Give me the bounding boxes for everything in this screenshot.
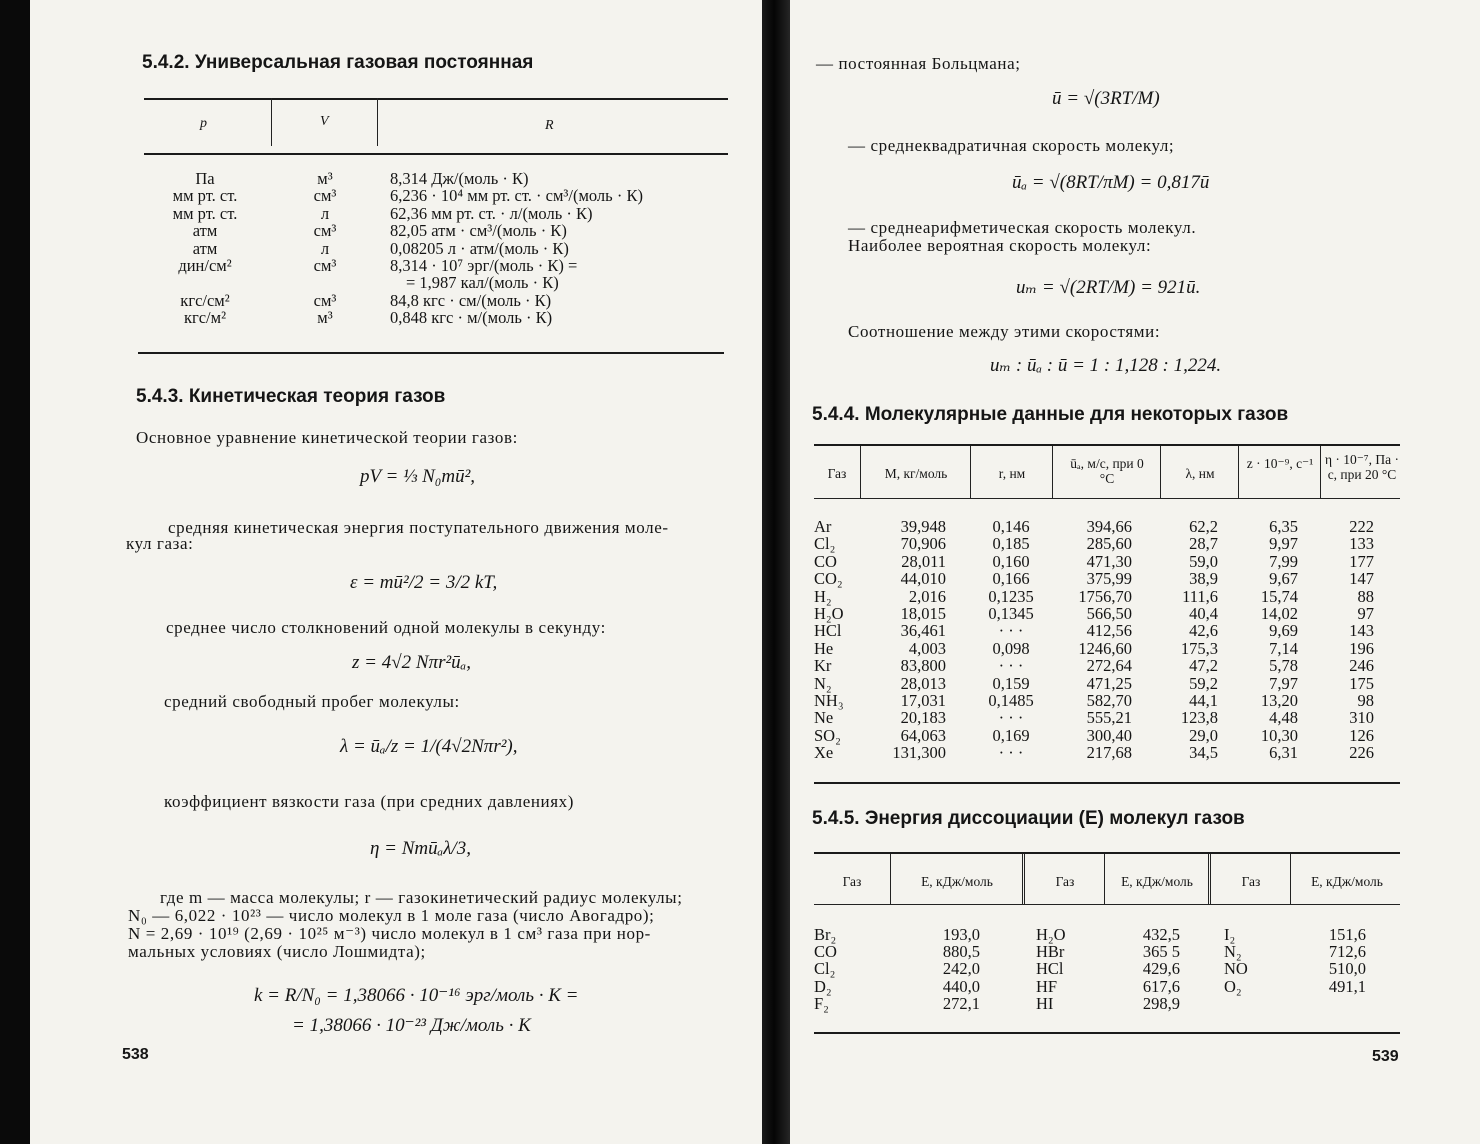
table-bottom-rule: [138, 352, 724, 354]
cell: 62,2: [1189, 517, 1218, 536]
paragraph: средняя кинетическая энергия поступательного движения моле-: [168, 518, 669, 537]
cell: 471,25: [1086, 673, 1132, 693]
cell: 123,8: [1180, 708, 1218, 728]
cell: 20,183: [900, 708, 946, 728]
cell: [295, 274, 355, 291]
paragraph: где m — масса молекулы; r — газокинетический радиус молекулы;: [160, 888, 683, 907]
cell: Br₂: [814, 925, 837, 944]
cell: Kr: [814, 656, 832, 676]
cell: 70,906: [900, 534, 946, 554]
cell: атм: [192, 221, 218, 241]
col-divider: [1320, 446, 1321, 498]
table-bottom-rule: [814, 1032, 1400, 1034]
cell: кгс/см²: [180, 290, 230, 310]
section-title-545: 5.4.5. Энергия диссоциации (E) молекул газов: [812, 808, 1245, 829]
header-gas: Газ: [842, 874, 862, 889]
page-number: 539: [1372, 1048, 1399, 1065]
col-divider: [890, 854, 891, 904]
cell: HCl: [1036, 959, 1064, 979]
formula: uₘ = √(2RT/M) = 921ū.: [1016, 277, 1201, 298]
cell: 196: [1349, 638, 1374, 658]
table-bottom-rule: [814, 782, 1400, 784]
cell: 10,30: [1260, 725, 1298, 745]
cell: 82,05 атм · см³/(моль · К): [390, 221, 567, 241]
cell: 42,6: [1189, 621, 1218, 641]
cell: 2,016: [908, 586, 946, 606]
cell: 17,031: [900, 691, 946, 711]
cell: 0,1235: [988, 586, 1034, 606]
cell: 510,0: [1328, 959, 1366, 979]
cell: 97: [1357, 604, 1374, 624]
cell: 8,314 Дж/(моль · К): [390, 169, 529, 188]
cell: I₂: [1224, 925, 1236, 944]
cell: см³: [313, 290, 337, 310]
header-p: p: [200, 116, 207, 131]
header-r: R: [545, 118, 554, 133]
header-e: E, кДж/моль: [921, 874, 993, 889]
cell: [140, 274, 270, 291]
section-title-543: 5.4.3. Кинетическая теория газов: [136, 386, 446, 407]
cell: 375,99: [1086, 569, 1132, 589]
gas-constant-p-column: [140, 170, 270, 327]
col-divider: [970, 446, 971, 498]
cell: 0,1485: [988, 691, 1034, 711]
cell: 4,003: [908, 638, 946, 658]
table-top-rule: [814, 444, 1400, 446]
cell: 28,011: [901, 551, 946, 571]
paragraph: Основное уравнение кинетической теории газов:: [136, 428, 518, 447]
energy-column-1: [910, 926, 980, 1012]
gas-column-1: [814, 926, 837, 1012]
cell: 15,74: [1260, 586, 1298, 606]
cell: 285,60: [1086, 534, 1132, 554]
cell: см³: [313, 256, 337, 276]
formula: ε = mū²/2 = 3/2 kT,: [350, 572, 498, 593]
cell: дин/см²: [178, 256, 232, 276]
cell: 34,5: [1189, 743, 1218, 763]
u-column: [1060, 518, 1132, 762]
cell: м³: [317, 308, 333, 328]
cell: 44,1: [1189, 691, 1218, 711]
right-page: [790, 0, 1480, 1144]
cell: 84,8 кгс · см/(моль · К): [390, 290, 552, 310]
cell: 47,2: [1189, 656, 1218, 676]
header-gas: Газ: [1055, 874, 1075, 889]
cell: 429,6: [1142, 959, 1180, 979]
header-e: E, кДж/моль: [1311, 874, 1383, 889]
cell: 0,1345: [988, 604, 1034, 624]
cell: л: [320, 238, 330, 258]
formula: ūₐ = √(8RT/πM) = 0,817ū: [1012, 172, 1210, 193]
m-column: [870, 518, 946, 762]
cell: O₂: [1224, 976, 1242, 996]
cell: 175: [1349, 673, 1374, 693]
gas-column: [814, 518, 844, 762]
cell: 133: [1349, 534, 1374, 554]
cell: 193,0: [942, 925, 980, 944]
cell: NH₃: [814, 691, 844, 711]
gas-constant-v-column: [295, 170, 355, 327]
cell: · · ·: [998, 708, 1024, 728]
cell: 28,7: [1189, 534, 1218, 554]
cell: 131,300: [892, 743, 946, 763]
cell: 7,97: [1269, 673, 1298, 693]
paragraph: — среднеквадратичная скорость молекул;: [848, 136, 1175, 155]
left-shadow: [0, 0, 34, 1144]
cell: 151,6: [1328, 925, 1366, 944]
col-divider: [1290, 854, 1291, 904]
paragraph: N₀ — 6,022 · 10²³ — число молекул в 1 моле газа (число Авогадро);: [128, 906, 655, 925]
cell: 566,50: [1086, 604, 1132, 624]
cell: 440,0: [942, 976, 980, 996]
cell: 365 5: [1142, 942, 1180, 962]
header-v: V: [320, 114, 329, 129]
cell: H₂O: [1036, 925, 1066, 944]
section-title-542: 5.4.2. Универсальная газовая постоянная: [142, 52, 534, 73]
cell: 29,0: [1189, 725, 1218, 745]
cell: 1756,70: [1078, 586, 1132, 606]
cell: 126: [1349, 725, 1374, 745]
cell: 0,166: [992, 569, 1030, 589]
cell: 272,1: [942, 993, 980, 1013]
left-page: [30, 0, 765, 1144]
cell: · · ·: [998, 743, 1024, 763]
paragraph: — среднеарифметическая скорость молекул.: [848, 218, 1197, 237]
cell: 111,6: [1182, 586, 1218, 606]
formula: λ = ūₐ/z = 1/(4√2Nπr²),: [340, 736, 518, 757]
cell: см³: [313, 186, 337, 206]
cell: 14,02: [1260, 604, 1298, 624]
cell: Па: [195, 169, 215, 188]
cell: кгс/м²: [183, 308, 227, 328]
col-divider: [271, 98, 272, 146]
cell: HCl: [814, 621, 842, 641]
cell: 0,098: [992, 638, 1030, 658]
cell: мм рт. ст.: [172, 203, 238, 223]
cell: 13,20: [1260, 691, 1298, 711]
page-number: 538: [122, 1046, 149, 1063]
cell: 0,169: [992, 725, 1030, 745]
cell: 38,9: [1189, 569, 1218, 589]
table-top-rule: [814, 852, 1400, 854]
formula: = 1,38066 · 10⁻²³ Дж/моль · К: [292, 1015, 531, 1036]
cell: 39,948: [900, 517, 946, 536]
table-header-rule: [814, 498, 1400, 499]
formula: uₘ : ūₐ : ū = 1 : 1,128 : 1,224.: [990, 355, 1222, 376]
cell: Ne: [814, 708, 834, 728]
cell: 246: [1349, 656, 1374, 676]
cell: 471,30: [1086, 551, 1132, 571]
cell: CO: [814, 942, 837, 962]
cell: 226: [1349, 743, 1374, 763]
energy-column-2: [1110, 926, 1180, 1012]
paragraph: кул газа:: [126, 534, 194, 553]
table-header-rule: [814, 904, 1400, 905]
col-divider: [1160, 446, 1161, 498]
cell: 582,70: [1086, 691, 1132, 711]
header-eta: η · 10⁻⁷, Па · с, при 20 °С: [1325, 452, 1399, 482]
cell: 9,97: [1269, 534, 1298, 554]
cell: 40,4: [1189, 604, 1218, 624]
cell: Cl₂: [814, 959, 836, 979]
cell: 5,78: [1269, 656, 1298, 676]
cell: · · ·: [998, 621, 1024, 641]
paragraph: среднее число столкновений одной молекулы в секунду:: [166, 618, 606, 637]
cell: 59,0: [1189, 551, 1218, 571]
header-r: r, нм: [998, 466, 1026, 481]
cell: атм: [192, 238, 218, 258]
cell: CO₂: [814, 569, 843, 589]
cell: 6,35: [1269, 517, 1298, 536]
cell: 491,1: [1328, 976, 1366, 996]
cell: 222: [1349, 517, 1374, 536]
cell: D₂: [814, 976, 832, 996]
header-gas: Газ: [827, 466, 847, 481]
col-divider: [1238, 446, 1239, 498]
paragraph: коэффициент вязкости газа (при средних давлениях): [164, 792, 575, 811]
header-z: z · 10⁻⁹, с⁻¹: [1246, 456, 1314, 471]
cell: N₂: [1224, 942, 1242, 962]
formula: pV = ⅓ N₀mū²,: [360, 466, 476, 487]
cell: 44,010: [900, 569, 946, 589]
cell: F₂: [814, 993, 829, 1013]
cell: 0,08205 л · атм/(моль · К): [390, 238, 569, 258]
cell: 64,063: [900, 725, 946, 745]
cell: H₂: [814, 586, 832, 606]
cell: 0,848 кгс · м/(моль · К): [390, 308, 553, 328]
formula: k = R/N₀ = 1,38066 · 10⁻¹⁶ эрг/моль · К =: [254, 985, 579, 1006]
cell: 0,146: [992, 517, 1030, 536]
cell: 300,40: [1086, 725, 1132, 745]
cell: SO₂: [814, 725, 841, 745]
cell: 394,66: [1086, 517, 1132, 536]
cell: · · ·: [998, 656, 1024, 676]
cell: 175,3: [1180, 638, 1218, 658]
r-column: [980, 518, 1042, 762]
paragraph: Соотношение между этими скоростями:: [848, 322, 1161, 341]
cell: 177: [1349, 551, 1374, 571]
cell: 6,236 · 10⁴ мм рт. ст. · см³/(моль · К): [390, 186, 643, 206]
book-spine: [762, 0, 792, 1144]
cell: 6,31: [1269, 743, 1298, 763]
cell: 0,160: [992, 551, 1030, 571]
cell: 298,9: [1142, 993, 1180, 1013]
paragraph: Наиболее вероятная скорость молекул:: [848, 236, 1152, 255]
cell: 9,67: [1269, 569, 1298, 589]
paragraph: средний свободный пробег молекулы:: [164, 692, 460, 711]
cell: 143: [1349, 621, 1374, 641]
cell: 7,14: [1269, 638, 1298, 658]
table-top-rule: [144, 98, 728, 100]
formula: ū = √(3RT/M): [1052, 88, 1160, 109]
cell: NO: [1224, 959, 1248, 979]
cell: 98: [1357, 691, 1374, 711]
col-divider: [1052, 446, 1053, 498]
cell: 88: [1357, 586, 1374, 606]
cell: He: [814, 638, 834, 658]
cell: 242,0: [942, 959, 980, 979]
cell: 0,185: [992, 534, 1030, 554]
cell: 712,6: [1328, 942, 1366, 962]
gas-column-3: [1224, 926, 1248, 995]
cell: 217,68: [1086, 743, 1132, 763]
table-header-rule: [144, 153, 728, 155]
cell: 555,21: [1086, 708, 1132, 728]
col-divider: [1208, 854, 1211, 904]
cell: см³: [313, 221, 337, 241]
cell: H₂O: [814, 604, 844, 624]
cell: 83,800: [900, 656, 946, 676]
cell: = 1,987 кал/(моль · К): [406, 273, 559, 293]
cell: 147: [1349, 569, 1374, 589]
cell: CO: [814, 551, 837, 571]
paragraph: мальных условиях (число Лошмидта);: [128, 942, 426, 961]
cell: 880,5: [942, 942, 980, 962]
cell: HI: [1036, 993, 1054, 1013]
cell: 9,69: [1269, 621, 1298, 641]
cell: 18,015: [900, 604, 946, 624]
cell: N₂: [814, 673, 832, 693]
cell: Cl₂: [814, 534, 836, 554]
col-divider: [1022, 854, 1025, 904]
header-m: M, кг/моль: [884, 466, 948, 481]
cell: л: [320, 203, 330, 223]
energy-column-3: [1298, 926, 1366, 995]
cell: HF: [1036, 976, 1058, 996]
header-e: E, кДж/моль: [1121, 874, 1193, 889]
gas-constant-r-column: [390, 170, 730, 327]
cell: м³: [317, 169, 333, 188]
cell: Ar: [814, 517, 832, 536]
cell: HBr: [1036, 942, 1065, 962]
cell: 62,36 мм рт. ст. · л/(моль · К): [390, 203, 593, 223]
cell: 310: [1349, 708, 1374, 728]
cell: мм рт. ст.: [172, 186, 238, 206]
col-divider: [1104, 854, 1105, 904]
gas-column-2: [1036, 926, 1066, 1012]
cell: 617,6: [1142, 976, 1180, 996]
formula: η = Nmūₐλ/3,: [370, 838, 471, 859]
cell: 7,99: [1269, 551, 1298, 571]
lambda-column: [1160, 518, 1218, 762]
cell: 4,48: [1269, 708, 1298, 728]
cell: 1246,60: [1078, 638, 1132, 658]
cell: 272,64: [1086, 656, 1132, 676]
cell: 0,159: [992, 673, 1030, 693]
cell: 8,314 · 10⁷ эрг/(моль · К) =: [390, 256, 578, 276]
paragraph: N = 2,69 · 10¹⁹ (2,69 · 10²⁵ м⁻³) число молекул в 1 см³ газа при нор-: [128, 924, 651, 943]
cell: 59,2: [1189, 673, 1218, 693]
paragraph: — постоянная Больцмана;: [816, 54, 1021, 73]
header-u: ūₐ, м/с, при 0 °С: [1070, 456, 1144, 486]
header-lambda: λ, нм: [1185, 466, 1215, 481]
eta-column: [1328, 518, 1374, 762]
cell: 412,56: [1086, 621, 1132, 641]
z-column: [1240, 518, 1298, 762]
section-title-544: 5.4.4. Молекулярные данные для некоторых газов: [812, 404, 1289, 425]
cell: 432,5: [1142, 925, 1180, 944]
cell: Xe: [814, 743, 834, 763]
cell: 28,013: [900, 673, 946, 693]
col-divider: [860, 446, 861, 498]
cell: 36,461: [900, 621, 946, 641]
col-divider: [377, 98, 378, 146]
formula: z = 4√2 Nπr²ūₐ,: [352, 652, 471, 673]
header-gas: Газ: [1241, 874, 1261, 889]
